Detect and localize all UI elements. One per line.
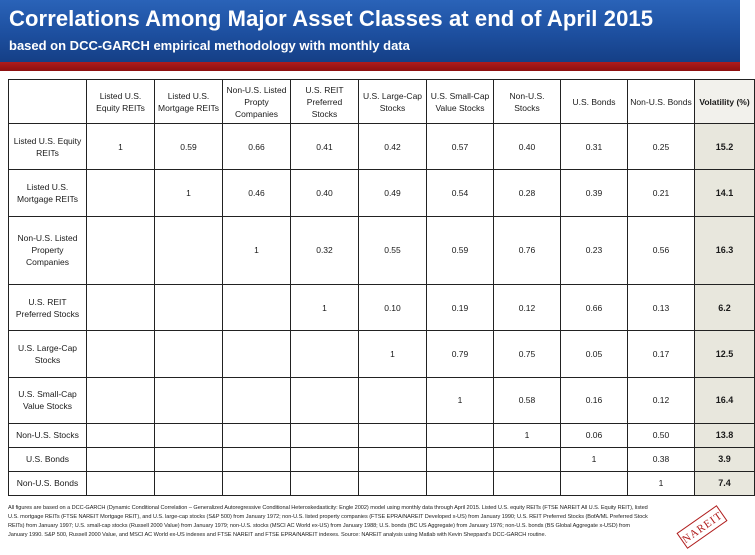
correlation-cell: 0.66 xyxy=(223,124,291,170)
correlation-cell xyxy=(87,377,155,423)
correlation-cell xyxy=(87,331,155,377)
table-row xyxy=(9,285,755,331)
correlation-cell xyxy=(359,423,427,447)
correlation-cell: 0.32 xyxy=(291,216,359,284)
correlation-cell xyxy=(427,471,494,495)
column-header: Listed U.S. Mortgage REITs xyxy=(155,80,223,124)
row-label: Non-U.S. Stocks xyxy=(9,423,87,447)
correlation-cell: 1 xyxy=(291,285,359,331)
volatility-cell: 14.1 xyxy=(695,170,755,216)
correlation-cell xyxy=(561,471,628,495)
correlation-cell: 0.42 xyxy=(359,124,427,170)
correlation-cell: 0.31 xyxy=(561,124,628,170)
row-label: Non-U.S. Bonds xyxy=(9,471,87,495)
correlation-cell: 0.40 xyxy=(494,124,561,170)
table-header-row xyxy=(9,80,755,124)
footnote: All figures are based on a DCC-GARCH (Dynamic Conditional Correlation – Generalized Autoregressive Conditional Heteroskedasticity: Engle 2002) model using monthly data through April 2015. Listed U.S. equity REITs (FTSE NAREIT All U.S. Equity REIT), listed U.S. mortgage REITs (FTSE NAREIT Mortgage REIT), and U.S. large-cap stocks (S&P 500) from January 1972; non-U.S. listed property companies (FTSE EPRA/NAREIT Developed x-US) from January 1990; U.S. REIT Preferred Stocks (BofA/ML Preferred Stock REITs) from January 1997; U.S. small-cap stocks (Russell 2000 Value) from January 1979; non-U.S. stocks (MSCI AC World ex-US) from January 1988; U.S. bonds (BC US Aggregate) from January 1976; non-U.S. bonds (BS Global Aggregate x-USD) from January 1990. S&P 500, Russell 2000 Value, and MSCI AC World ex-US indexes and FTSE NAREIT and FTSE EPRA/NAREIT indexes. Source: NAREIT analysis using Matlab with Kevin Sheppard's DCC-GARCH routine. xyxy=(8,505,648,538)
correlation-cell xyxy=(291,471,359,495)
correlation-cell xyxy=(87,170,155,216)
accent-divider xyxy=(0,62,740,71)
correlation-cell xyxy=(223,285,291,331)
correlation-cell: 0.06 xyxy=(561,423,628,447)
correlation-cell xyxy=(291,331,359,377)
correlation-cell xyxy=(359,447,427,471)
table-row xyxy=(9,377,755,423)
correlation-cell: 0.56 xyxy=(628,216,695,284)
correlation-cell: 0.59 xyxy=(155,124,223,170)
correlation-cell xyxy=(494,471,561,495)
correlation-cell xyxy=(427,447,494,471)
correlation-cell xyxy=(223,331,291,377)
table-row xyxy=(9,216,755,284)
correlation-cell xyxy=(223,377,291,423)
nareit-logo-graphic xyxy=(672,504,732,550)
column-header: U.S. REIT Preferred Stocks xyxy=(291,80,359,124)
correlation-cell xyxy=(359,377,427,423)
table-row xyxy=(9,471,755,495)
row-label: U.S. Bonds xyxy=(9,447,87,471)
correlation-cell: 0.79 xyxy=(427,331,494,377)
correlation-cell: 1 xyxy=(87,124,155,170)
correlation-cell: 1 xyxy=(359,331,427,377)
correlation-cell: 0.23 xyxy=(561,216,628,284)
correlation-cell xyxy=(155,216,223,284)
correlation-cell: 0.50 xyxy=(628,423,695,447)
correlation-cell xyxy=(87,216,155,284)
title-banner xyxy=(0,0,740,62)
correlation-cell: 0.12 xyxy=(494,285,561,331)
correlation-cell xyxy=(87,447,155,471)
correlation-cell: 0.54 xyxy=(427,170,494,216)
table-body xyxy=(9,124,755,496)
volatility-cell: 15.2 xyxy=(695,124,755,170)
correlation-cell xyxy=(427,423,494,447)
correlation-cell: 0.40 xyxy=(291,170,359,216)
correlation-cell: 0.58 xyxy=(494,377,561,423)
correlation-cell xyxy=(223,471,291,495)
row-label: Non-U.S. Listed Property Companies xyxy=(9,216,87,284)
correlation-cell xyxy=(155,285,223,331)
correlation-table xyxy=(8,79,755,496)
table-row xyxy=(9,124,755,170)
correlation-cell: 1 xyxy=(561,447,628,471)
correlation-cell: 0.76 xyxy=(494,216,561,284)
correlation-cell: 0.39 xyxy=(561,170,628,216)
column-header: U.S. Bonds xyxy=(561,80,628,124)
column-header: Non-U.S. Bonds xyxy=(628,80,695,124)
correlation-cell: 0.10 xyxy=(359,285,427,331)
volatility-cell: 16.3 xyxy=(695,216,755,284)
correlation-cell xyxy=(87,423,155,447)
volatility-cell: 13.8 xyxy=(695,423,755,447)
volatility-cell: 6.2 xyxy=(695,285,755,331)
volatility-cell: 7.4 xyxy=(695,471,755,495)
correlation-cell: 0.59 xyxy=(427,216,494,284)
correlation-cell xyxy=(291,377,359,423)
column-header: Listed U.S. Equity REITs xyxy=(87,80,155,124)
correlation-cell: 0.46 xyxy=(223,170,291,216)
column-header: U.S. Small-Cap Value Stocks xyxy=(427,80,494,124)
correlation-cell: 0.16 xyxy=(561,377,628,423)
table-row xyxy=(9,423,755,447)
correlation-cell xyxy=(291,447,359,471)
page-title: Correlations Among Major Asset Classes at end of April 2015 xyxy=(9,6,654,31)
table-row xyxy=(9,447,755,471)
row-label: U.S. Large-Cap Stocks xyxy=(9,331,87,377)
correlation-cell: 0.19 xyxy=(427,285,494,331)
correlation-cell xyxy=(155,447,223,471)
correlation-cell xyxy=(223,447,291,471)
page-subtitle: based on DCC-GARCH empirical methodology with monthly data xyxy=(9,38,410,53)
correlation-cell xyxy=(223,423,291,447)
correlation-cell: 0.75 xyxy=(494,331,561,377)
volatility-header: Volatility (%) xyxy=(695,80,755,124)
correlation-cell: 0.49 xyxy=(359,170,427,216)
correlation-cell: 1 xyxy=(628,471,695,495)
correlation-cell xyxy=(359,471,427,495)
correlation-cell xyxy=(155,331,223,377)
logo-text: NAREIT xyxy=(680,509,725,547)
correlation-cell: 0.57 xyxy=(427,124,494,170)
correlation-cell xyxy=(155,377,223,423)
correlation-cell: 0.25 xyxy=(628,124,695,170)
correlation-cell xyxy=(155,471,223,495)
correlation-cell: 0.05 xyxy=(561,331,628,377)
correlation-cell: 1 xyxy=(427,377,494,423)
correlation-cell: 0.13 xyxy=(628,285,695,331)
correlation-cell xyxy=(494,447,561,471)
correlation-cell: 1 xyxy=(223,216,291,284)
correlation-cell: 1 xyxy=(155,170,223,216)
volatility-cell: 3.9 xyxy=(695,447,755,471)
correlation-cell xyxy=(87,471,155,495)
row-label: Listed U.S. Mortgage REITs xyxy=(9,170,87,216)
table-row xyxy=(9,331,755,377)
correlation-cell: 0.38 xyxy=(628,447,695,471)
correlation-cell: 0.41 xyxy=(291,124,359,170)
nareit-logo-icon xyxy=(672,504,732,550)
correlation-cell xyxy=(87,285,155,331)
correlation-cell xyxy=(291,423,359,447)
volatility-cell: 16.4 xyxy=(695,377,755,423)
table-row xyxy=(9,170,755,216)
column-header: U.S. Large-Cap Stocks xyxy=(359,80,427,124)
row-label: U.S. Small-Cap Value Stocks xyxy=(9,377,87,423)
correlation-cell: 0.66 xyxy=(561,285,628,331)
correlation-cell: 0.17 xyxy=(628,331,695,377)
row-label: U.S. REIT Preferred Stocks xyxy=(9,285,87,331)
column-header: Non-U.S. Listed Propty Companies xyxy=(223,80,291,124)
correlation-cell: 0.55 xyxy=(359,216,427,284)
correlation-cell xyxy=(155,423,223,447)
correlation-cell: 1 xyxy=(494,423,561,447)
volatility-cell: 12.5 xyxy=(695,331,755,377)
correlation-cell: 0.28 xyxy=(494,170,561,216)
correlation-cell: 0.12 xyxy=(628,377,695,423)
correlation-cell: 0.21 xyxy=(628,170,695,216)
column-header: Non-U.S. Stocks xyxy=(494,80,561,124)
row-label: Listed U.S. Equity REITs xyxy=(9,124,87,170)
corner-cell xyxy=(9,80,87,124)
